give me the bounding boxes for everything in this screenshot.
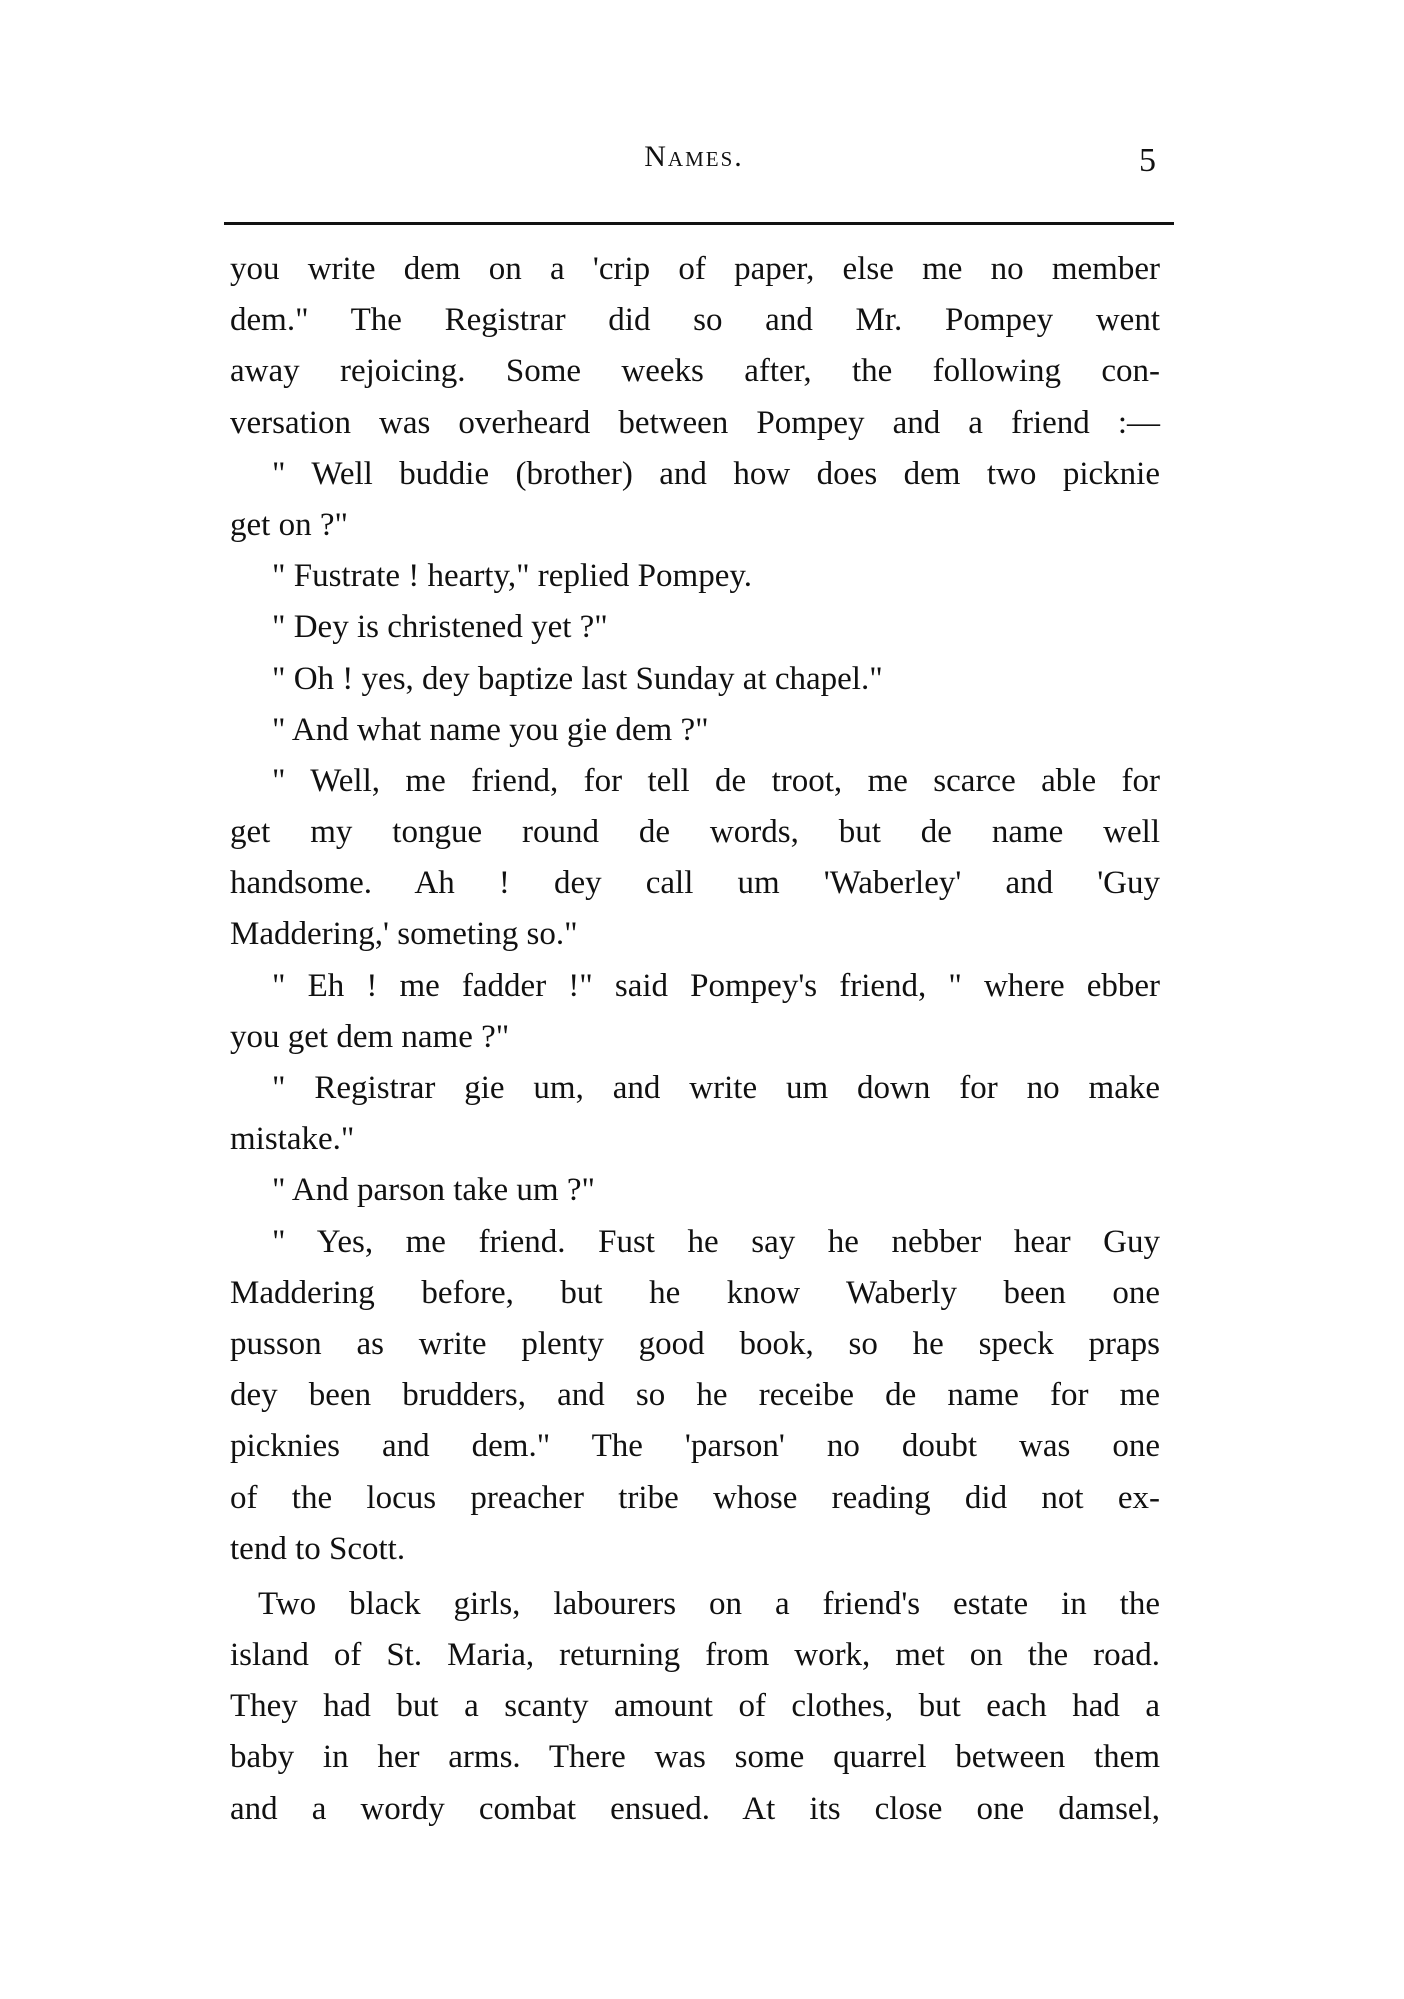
running-title: Names. bbox=[644, 140, 744, 173]
text-line: " And what name you gie dem ?" bbox=[272, 711, 709, 748]
text-line: " Yes, me friend. Fust he say he nebber hear Guy bbox=[272, 1223, 1160, 1260]
header-rule bbox=[224, 222, 1174, 225]
text-line: baby in her arms. There was some quarrel between them bbox=[230, 1739, 1160, 1776]
text-line: Maddering,' someting so." bbox=[230, 916, 578, 953]
text-line: get on ?" bbox=[230, 506, 348, 543]
text-line: " Oh ! yes, dey baptize last Sunday at chapel." bbox=[272, 660, 883, 697]
text-line: away rejoicing. Some weeks after, the following con- bbox=[230, 353, 1160, 390]
text-line: versation was overheard between Pompey and a friend :— bbox=[230, 404, 1160, 441]
text-line: " Dey is christened yet ?" bbox=[272, 609, 608, 646]
text-line: mistake." bbox=[230, 1121, 355, 1158]
page-header bbox=[224, 140, 1164, 190]
text-line: Two black girls, labourers on a friend's estate in the bbox=[258, 1585, 1160, 1622]
text-line: and a wordy combat ensued. At its close one damsel, bbox=[230, 1790, 1160, 1827]
text-line: you write dem on a 'crip of paper, else me no member bbox=[230, 251, 1160, 287]
text-line: " Fustrate ! hearty," replied Pompey. bbox=[272, 558, 752, 595]
text-line: you get dem name ?" bbox=[230, 1018, 510, 1055]
text-line: pusson as write plenty good book, so he speck praps bbox=[230, 1325, 1160, 1362]
text-line: " Well, me friend, for tell de troot, me scarce able for bbox=[272, 762, 1160, 799]
text-line: dey been brudders, and so he receibe de name for me bbox=[230, 1377, 1160, 1414]
text-line: " And parson take um ?" bbox=[272, 1172, 595, 1209]
text-line: of the locus preacher tribe whose reading did not ex- bbox=[230, 1479, 1160, 1516]
text-line: They had but a scanty amount of clothes, but each had a bbox=[230, 1688, 1160, 1725]
body-text bbox=[230, 244, 1160, 1835]
text-line: " Registrar gie um, and write um down for no make bbox=[272, 1070, 1160, 1106]
text-line: picknies and dem." The 'parson' no doubt was one bbox=[230, 1428, 1160, 1465]
text-line: handsome. Ah ! dey call um 'Waberley' and 'Guy bbox=[230, 865, 1160, 902]
text-line: tend to Scott. bbox=[230, 1530, 406, 1567]
text-line: get my tongue round de words, but de name well bbox=[230, 814, 1160, 851]
text-line: " Well buddie (brother) and how does dem two picknie bbox=[272, 455, 1160, 492]
text-line: dem." The Registrar did so and Mr. Pompey went bbox=[230, 302, 1160, 339]
text-line: island of St. Maria, returning from work, met on the road. bbox=[230, 1637, 1160, 1674]
text-line: " Eh ! me fadder !" said Pompey's friend, " where ebber bbox=[272, 967, 1160, 1004]
text-line: Maddering before, but he know Waberly been one bbox=[230, 1274, 1160, 1311]
page-number: 5 bbox=[1139, 142, 1156, 179]
